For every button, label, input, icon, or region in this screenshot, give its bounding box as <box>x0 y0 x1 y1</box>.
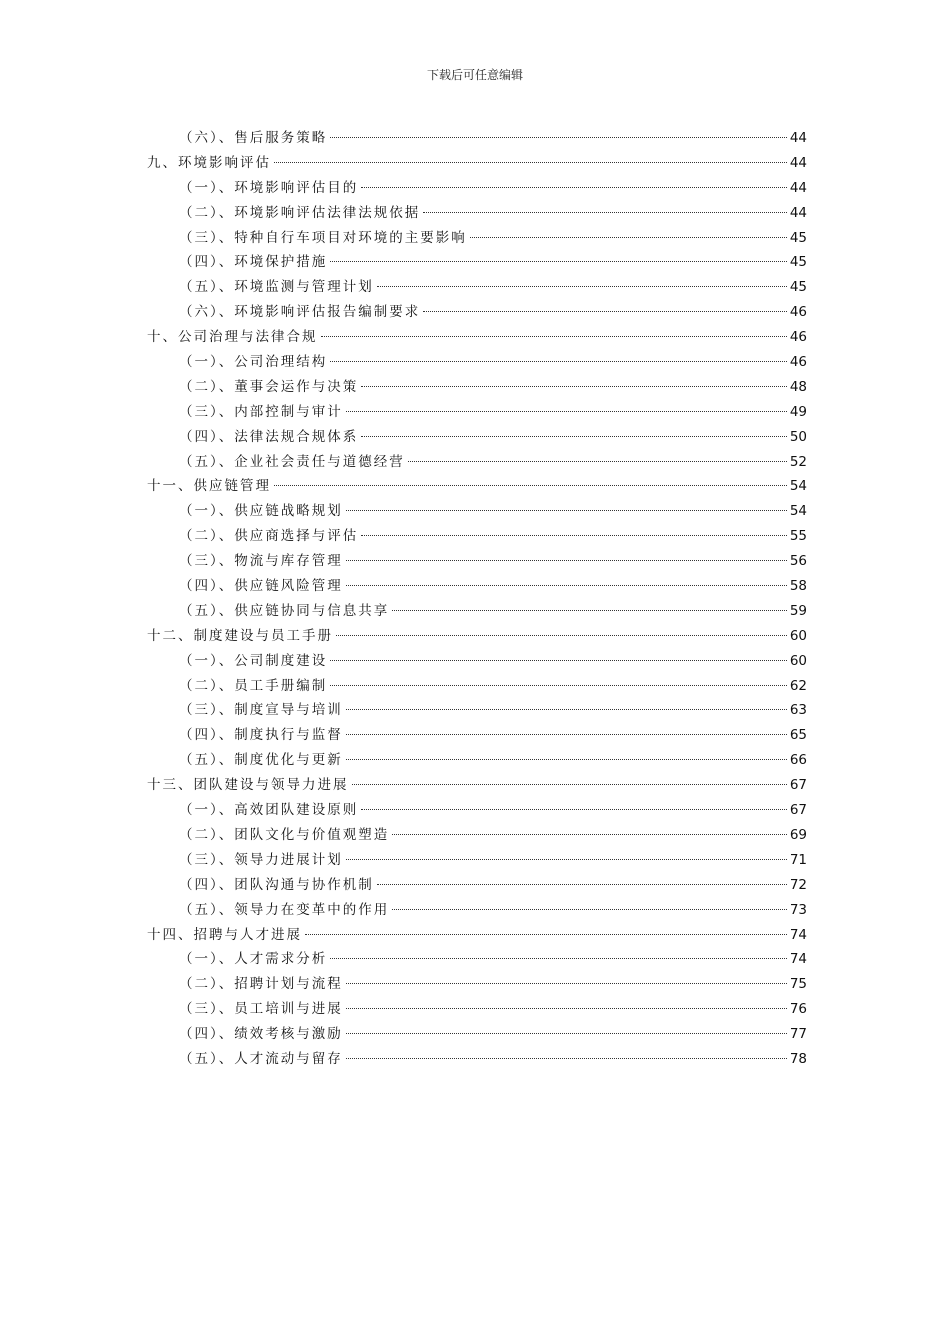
toc-entry-page-number: 45 <box>789 279 807 296</box>
toc-section-entry[interactable] <box>147 250 807 275</box>
toc-entry-title: 十二、制度建设与员工手册 <box>147 627 333 644</box>
toc-entry-title: （四）、制度执行与监督 <box>179 727 343 744</box>
toc-entry-page-number: 75 <box>789 976 807 993</box>
dot-leader <box>361 386 787 387</box>
toc-entry-title: （一）、环境影响评估目的 <box>179 179 359 196</box>
toc-chapter-entry[interactable] <box>147 773 807 798</box>
toc-section-entry[interactable] <box>147 350 807 375</box>
toc-chapter-entry[interactable] <box>147 151 807 176</box>
toc-entry-page-number: 72 <box>789 876 807 893</box>
toc-section-entry[interactable] <box>147 126 807 151</box>
toc-section-entry[interactable] <box>147 524 807 549</box>
toc-section-entry[interactable] <box>147 1047 807 1072</box>
dot-leader <box>423 212 787 213</box>
toc-entry-page-number: 54 <box>789 503 807 520</box>
toc-entry-page-number: 46 <box>789 329 807 346</box>
toc-chapter-entry[interactable] <box>147 474 807 499</box>
toc-entry-title: （四）、团队沟通与协作机制 <box>179 876 374 893</box>
toc-section-entry[interactable] <box>147 674 807 699</box>
toc-entry-title: （六）、售后服务策略 <box>179 130 328 146</box>
dot-leader <box>346 510 787 511</box>
toc-section-entry[interactable] <box>147 947 807 972</box>
toc-section-entry[interactable] <box>147 997 807 1022</box>
dot-leader <box>346 1033 787 1034</box>
dot-leader <box>346 1008 787 1009</box>
toc-entry-page-number: 45 <box>789 254 807 271</box>
toc-entry-title: （五）、制度优化与更新 <box>179 752 343 769</box>
toc-entry-title: （二）、环境影响评估法律法规依据 <box>179 204 421 221</box>
toc-entry-title: （一）、公司制度建设 <box>179 652 328 669</box>
table-of-contents <box>147 126 807 1072</box>
toc-entry-page-number: 74 <box>789 951 807 968</box>
dot-leader <box>361 436 787 437</box>
toc-section-entry[interactable] <box>147 698 807 723</box>
toc-section-entry[interactable] <box>147 574 807 599</box>
toc-section-entry[interactable] <box>147 649 807 674</box>
toc-entry-page-number: 50 <box>789 428 807 445</box>
toc-entry-page-number: 52 <box>789 453 807 470</box>
dot-leader <box>346 585 787 586</box>
toc-entry-title: （四）、法律法规合规体系 <box>179 428 359 445</box>
toc-entry-title: （四）、绩效考核与激励 <box>179 1026 343 1043</box>
toc-entry-title: （三）、内部控制与审计 <box>179 403 343 420</box>
toc-section-entry[interactable] <box>147 549 807 574</box>
dot-leader <box>330 261 787 262</box>
dot-leader <box>274 162 787 163</box>
toc-section-entry[interactable] <box>147 375 807 400</box>
toc-section-entry[interactable] <box>147 748 807 773</box>
toc-section-entry[interactable] <box>147 898 807 923</box>
toc-entry-title: （五）、领导力在变革中的作用 <box>179 901 390 918</box>
dot-leader <box>377 884 787 885</box>
toc-entry-title: 十一、供应链管理 <box>147 478 271 495</box>
toc-entry-page-number: 46 <box>789 354 807 371</box>
dot-leader <box>346 983 787 984</box>
dot-leader <box>346 1058 787 1059</box>
toc-entry-page-number: 55 <box>789 528 807 545</box>
toc-section-entry[interactable] <box>147 599 807 624</box>
dot-leader <box>423 311 787 312</box>
toc-entry-page-number: 60 <box>789 627 807 644</box>
toc-section-entry[interactable] <box>147 723 807 748</box>
dot-leader <box>352 784 787 785</box>
toc-entry-page-number: 56 <box>789 553 807 570</box>
toc-entry-page-number: 73 <box>789 901 807 918</box>
toc-entry-title: （四）、供应链风险管理 <box>179 578 343 595</box>
dot-leader <box>346 759 787 760</box>
toc-section-entry[interactable] <box>147 873 807 898</box>
toc-entry-title: （六）、环境影响评估报告编制要求 <box>179 304 421 321</box>
toc-entry-page-number: 66 <box>789 752 807 769</box>
toc-entry-page-number: 74 <box>789 926 807 943</box>
toc-entry-page-number: 44 <box>789 204 807 221</box>
dot-leader <box>346 709 787 710</box>
toc-entry-page-number: 60 <box>789 652 807 669</box>
toc-entry-page-number: 48 <box>789 378 807 395</box>
toc-section-entry[interactable] <box>147 176 807 201</box>
dot-leader <box>361 535 787 536</box>
dot-leader <box>330 958 787 959</box>
toc-entry-title: （二）、团队文化与价值观塑造 <box>179 826 390 843</box>
toc-entry-page-number: 62 <box>789 677 807 694</box>
dot-leader <box>330 137 787 138</box>
toc-section-entry[interactable] <box>147 972 807 997</box>
toc-section-entry[interactable] <box>147 425 807 450</box>
toc-entry-title: （五）、供应链协同与信息共享 <box>179 602 390 619</box>
toc-section-entry[interactable] <box>147 275 807 300</box>
dot-leader <box>408 461 787 462</box>
toc-entry-title: （三）、物流与库存管理 <box>179 553 343 570</box>
toc-entry-page-number: 65 <box>789 727 807 744</box>
toc-section-entry[interactable] <box>147 450 807 475</box>
toc-section-entry[interactable] <box>147 400 807 425</box>
toc-chapter-entry[interactable] <box>147 923 807 948</box>
dot-leader <box>330 660 787 661</box>
toc-entry-page-number: 71 <box>789 851 807 868</box>
toc-entry-page-number: 44 <box>789 179 807 196</box>
toc-entry-title: （一）、供应链战略规划 <box>179 503 343 520</box>
toc-entry-title: （二）、招聘计划与流程 <box>179 976 343 993</box>
dot-leader <box>346 859 787 860</box>
toc-entry-page-number: 77 <box>789 1026 807 1043</box>
toc-entry-page-number: 59 <box>789 602 807 619</box>
toc-chapter-entry[interactable] <box>147 325 807 350</box>
toc-entry-title: （二）、员工手册编制 <box>179 677 328 694</box>
toc-entry-page-number: 76 <box>789 1001 807 1018</box>
dot-leader <box>392 909 787 910</box>
toc-entry-title: （五）、人才流动与留存 <box>179 1050 343 1067</box>
dot-leader <box>305 934 787 935</box>
toc-entry-page-number: 46 <box>789 304 807 321</box>
toc-entry-page-number: 54 <box>789 478 807 495</box>
dot-leader <box>361 187 787 188</box>
toc-entry-page-number: 44 <box>789 154 807 171</box>
toc-section-entry[interactable] <box>147 300 807 325</box>
dot-leader <box>330 685 787 686</box>
dot-leader <box>346 560 787 561</box>
toc-section-entry[interactable] <box>147 201 807 226</box>
toc-entry-title: （四）、环境保护措施 <box>179 254 328 271</box>
toc-entry-page-number: 69 <box>789 826 807 843</box>
toc-entry-page-number: 49 <box>789 403 807 420</box>
dot-leader <box>392 610 787 611</box>
toc-entry-title: （一）、高效团队建设原则 <box>179 802 359 819</box>
dot-leader <box>377 286 787 287</box>
dot-leader <box>361 809 787 810</box>
toc-section-entry[interactable] <box>147 798 807 823</box>
toc-chapter-entry[interactable] <box>147 624 807 649</box>
dot-leader <box>470 237 787 238</box>
toc-section-entry[interactable] <box>147 499 807 524</box>
toc-entry-page-number: 45 <box>789 229 807 246</box>
dot-leader <box>336 635 787 636</box>
toc-entry-title: （五）、环境监测与管理计划 <box>179 279 374 296</box>
toc-entry-title: （五）、企业社会责任与道德经营 <box>179 453 405 470</box>
toc-section-entry[interactable] <box>147 226 807 251</box>
toc-entry-title: （三）、制度宣导与培训 <box>179 702 343 719</box>
toc-entry-title: （三）、领导力进展计划 <box>179 851 343 868</box>
toc-entry-title: （一）、人才需求分析 <box>179 951 328 968</box>
toc-entry-page-number: 63 <box>789 702 807 719</box>
dot-leader <box>330 361 787 362</box>
page-header: 下载后可任意编辑 <box>426 68 523 82</box>
toc-entry-page-number: 67 <box>789 777 807 794</box>
toc-entry-title: （二）、供应商选择与评估 <box>179 528 359 545</box>
toc-section-entry[interactable] <box>147 848 807 873</box>
toc-entry-title: 十三、团队建设与领导力进展 <box>147 777 349 794</box>
dot-leader <box>346 734 787 735</box>
toc-section-entry[interactable] <box>147 823 807 848</box>
toc-entry-title: （二）、董事会运作与决策 <box>179 378 359 395</box>
dot-leader <box>392 834 787 835</box>
toc-entry-title: （三）、员工培训与进展 <box>179 1001 343 1018</box>
toc-entry-page-number: 78 <box>789 1050 807 1067</box>
toc-entry-title: （一）、公司治理结构 <box>179 354 328 371</box>
toc-entry-title: 十四、招聘与人才进展 <box>147 926 302 943</box>
toc-entry-page-number: 44 <box>789 130 807 146</box>
toc-entry-title: 十、公司治理与法律合规 <box>147 329 318 346</box>
toc-section-entry[interactable] <box>147 1022 807 1047</box>
dot-leader <box>274 485 787 486</box>
toc-entry-title: 九、环境影响评估 <box>147 154 271 171</box>
toc-entry-title: （三）、特种自行车项目对环境的主要影响 <box>179 229 467 246</box>
toc-entry-page-number: 67 <box>789 802 807 819</box>
dot-leader <box>346 411 787 412</box>
dot-leader <box>321 336 787 337</box>
toc-entry-page-number: 58 <box>789 578 807 595</box>
